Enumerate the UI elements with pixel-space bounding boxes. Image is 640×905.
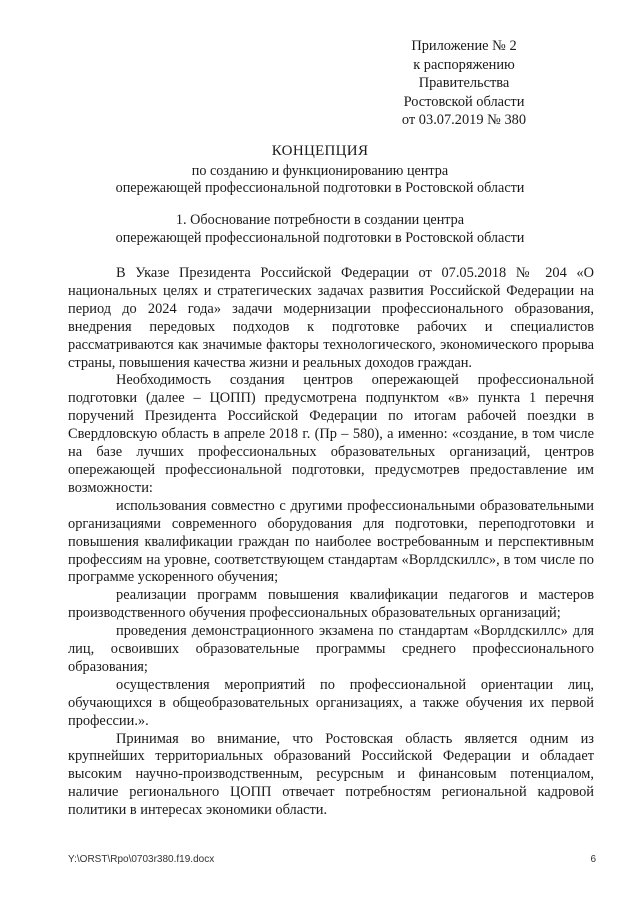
appendix-line: к распоряжению <box>413 56 515 73</box>
appendix-line: Правительства <box>418 75 510 92</box>
document-subtitle: по созданию и функционированию центра <box>191 163 449 179</box>
document-body <box>68 265 594 820</box>
document-subtitle: опережающей профессиональной подготовки в Ростовской области <box>115 180 525 196</box>
appendix-line: Ростовской области <box>403 93 525 110</box>
paragraph: Принимая во внимание, что Ростовская область является одним из крупнейших территориальных образований Российской Федерации и обладает высоким научно-производственным, ресурсным и финансовым потенциалом, наличие регионального ЦОПП отвечает потребностям региональной кадровой политики в интересах экономики области. <box>68 730 594 819</box>
appendix-header <box>364 37 564 130</box>
paragraph: проведения демонстрационного экзамена по стандартам «Ворлдскиллс» для лиц, освоивших образовательные программы среднего профессионального образования; <box>68 623 594 675</box>
section-heading: 1. Обоснование потребности в создании центра <box>175 212 465 228</box>
footer-file-path: Y:\ORST\Rpo\0703r380.f19.docx <box>68 854 215 865</box>
appendix-line: от 03.07.2019 № 380 <box>401 112 527 129</box>
paragraph: Необходимость создания центров опережающей профессиональной подготовки (далее – ЦОПП) предусмотрена подпунктом «в» пункта 1 перечня поручений Президента Российской Федерации по итогам рабочей поездки в Свердловскую область в апреле 2018 г. (Пр – 580), а именно: «создание, в том числе на базе лучших профессиональных образовательных организаций, центров опережающей профессиональной подготовки, предусмотрев предоставление им возможности: <box>68 372 594 496</box>
paragraph: использования совместно с другими профессиональными образовательными организациями современного оборудования для подготовки, переподготовки и повышения квалификации граждан по наиболее востребованным и перспективным профессиям на уровне, соответствующем стандартам «Ворлдскиллс», в том числе по программе ускоренного обучения; <box>68 497 594 586</box>
document-title: КОНЦЕПЦИЯ <box>271 143 369 159</box>
paragraph: реализации программ повышения квалификации педагогов и мастеров производственного обучения профессиональных образовательных организаций; <box>68 587 594 622</box>
paragraph: осуществления мероприятий по профессиональной ориентации лиц, обучающихся в общеобразовательных организациях, а также обучения их первой профессии.». <box>68 676 594 729</box>
page-number: 6 <box>590 854 596 865</box>
section-heading: опережающей профессиональной подготовки в Ростовской области <box>115 230 525 246</box>
paragraph: В Указе Президента Российской Федерации от 07.05.2018 № 204 «О национальных целях и стратегических задачах развития Российской Федерации на период до 2024 года» задачи модернизации профессионального образования, внедрения передовых подходов к подготовке рабочих и специалистов рассматриваются как значимые факторы технологического, экономического прорыва страны, повышения качества жизни и реальных доходов граждан. <box>68 265 594 371</box>
appendix-line: Приложение № 2 <box>411 38 517 54</box>
